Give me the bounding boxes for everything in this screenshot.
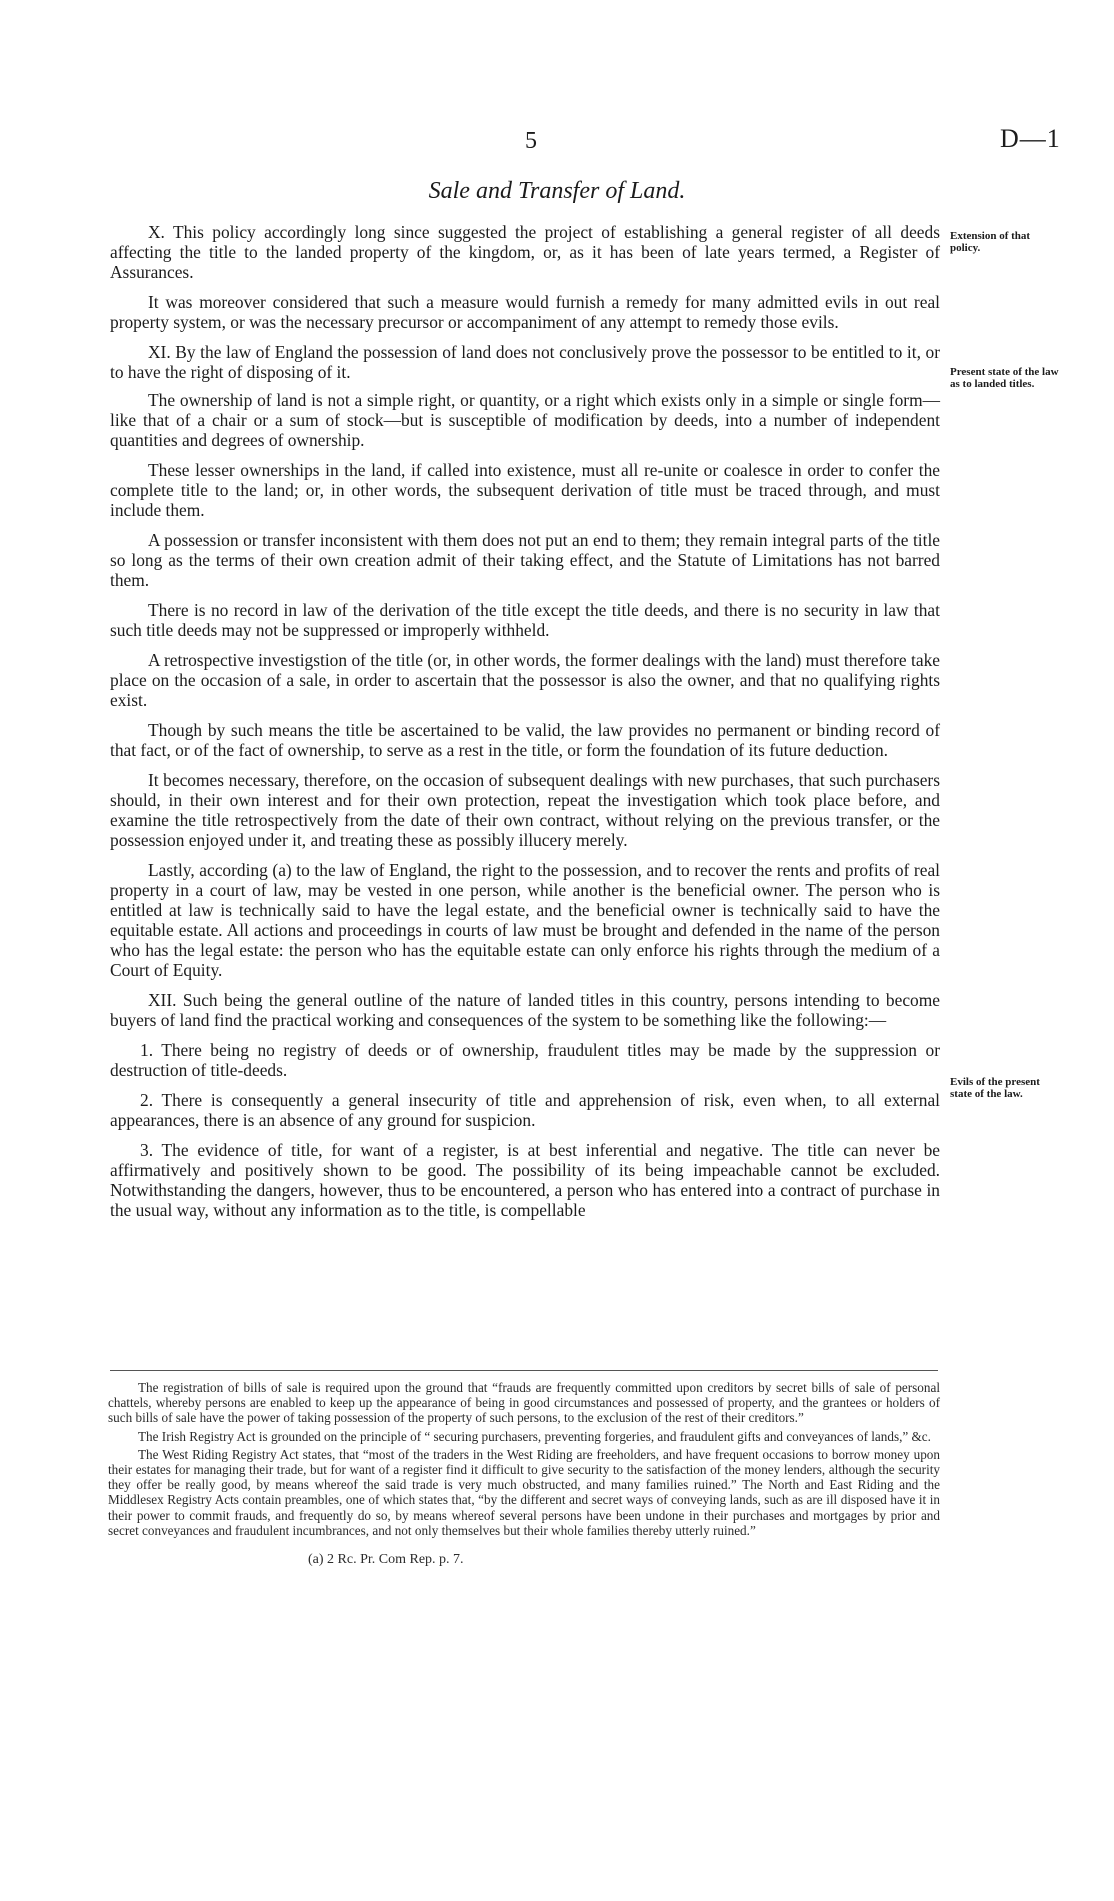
reference-note: (a) 2 Rc. Pr. Com Rep. p. 7. bbox=[308, 1552, 464, 1568]
footnote: The registration of bills of sale is required upon the ground that “frauds are frequently committed upon creditors by secret bills of sale of personal chattels, whereby persons are enabled to keep up the appearance of being in good circumstances and possessed of property, and the grantees or holders of such bills of sale have the power of taking possession of the property of such persons, to the exclusion of the rest of their creditors.” bbox=[108, 1380, 940, 1426]
paragraph: Lastly, according (a) to the law of England, the right to the possession, and to recover the rents and profits of real property in a court of law, may be vested in one person, while another is the beneficial owner. The person who is entitled at law is technically said to have the legal estate, and the beneficial owner is technically said to have the equitable estate. All actions and proceedings in courts of law must be brought and defended in the name of the person who has the legal estate: the person who has the equitable estate can only enforce his rights through the medium of a Court of Equity. bbox=[110, 860, 940, 980]
list-item: 1. There being no registry of deeds or of ownership, fraudulent titles may be made by the suppression or destruction of title-deeds. bbox=[110, 1040, 940, 1080]
paragraph: It was moreover considered that such a measure would furnish a remedy for many admitted evils in out real property system, or was the necessary precursor or accompaniment of any attempt to remedy those evils. bbox=[110, 292, 940, 332]
paragraph: There is no record in law of the derivation of the title except the title deeds, and there is no security in law that such title deeds may not be suppressed or improperly withheld. bbox=[110, 600, 940, 640]
paragraph-xii: XII. Such being the general outline of the nature of landed titles in this country, persons intending to become buyers of land find the practical working and consequences of the system to be something like the following:— bbox=[110, 990, 940, 1030]
page-title: Sale and Transfer of Land. bbox=[428, 178, 686, 204]
sheet-code: D—1 bbox=[1000, 124, 1061, 153]
paragraph: Though by such means the title be ascertained to be valid, the law provides no permanent or binding record of that fact, or of the fact of ownership, to serve as a rest in the title, or form the foundation of its future deduction. bbox=[110, 720, 940, 760]
paragraph-xi: XI. By the law of England the possession of land does not conclusively prove the possessor to be entitled to it, or to have the right of disposing of it. bbox=[110, 342, 940, 382]
paragraph-x: X. This policy accordingly long since suggested the project of establishing a general register of all deeds affecting the title to the landed property of the kingdom, or, as it has been of late years termed, a Register of Assurances. bbox=[110, 222, 940, 282]
margin-note-present-state: Present state of the law as to landed titles. bbox=[950, 366, 1059, 390]
footnote: The Irish Registry Act is grounded on the principle of “ securing purchasers, preventing forgeries, and fraudulent gifts and conveyances of lands,” &c. bbox=[138, 1428, 931, 1444]
margin-note-extension: Extension of that policy. bbox=[950, 230, 1031, 254]
footnote: The West Riding Registry Act states, that “most of the traders in the West Riding are freeholders, and have frequent occasions to borrow money upon their estates for managing their trade, but for want of a register find it difficult to give security to the satisfaction of the money lenders, although the security they offer be really good, by means whereof the said trade is very much obstructed, and many families ruined.” The North and East Riding and the Middlesex Registry Acts contain preambles, one of which states that, “by the different and secret ways of conveying lands, such as are ill disposed have it in their power to commit frauds, and frequently do so, by means whereof several persons have been undone in their purchases and mortgages by prior and secret conveyances and fraudulent incumbrances, and not only themselves but their whole families thereby utterly ruined.” bbox=[108, 1446, 940, 1538]
paragraph: These lesser ownerships in the land, if called into existence, must all re-unite or coalesce in order to confer the complete title to the land; or, in other words, the subsequent derivation of title must be traced through, and must include them. bbox=[110, 460, 940, 520]
list-item: 3. The evidence of title, for want of a register, is at best inferential and negative. The title can never be affirmatively and positively shown to be good. The possibility of its being impeachable cannot be excluded. Notwithstanding the dangers, however, thus to be encountered, a person who has entered into a contract of purchase in the usual way, without any information as to the title, is compellable bbox=[110, 1140, 940, 1220]
paragraph: A possession or transfer inconsistent with them does not put an end to them; they remain integral parts of the title so long as the terms of their own creation admit of their taking effect, and the Statute of Limitations has not barred them. bbox=[110, 530, 940, 590]
footnotes bbox=[108, 1380, 940, 1570]
paragraph: It becomes necessary, therefore, on the occasion of subsequent dealings with new purchases, that such purchasers should, in their own interest and for their own protection, repeat the investigation which took place before, and examine the title retrospectively from the date of their own contract, without relying on the previous transfer, or the possession enjoyed under it, and treating these as possibly illucery merely. bbox=[110, 770, 940, 850]
page-number: 5 bbox=[525, 128, 537, 154]
list-item: 2. There is consequently a general insecurity of title and apprehension of risk, even when, to all external appearances, there is an absence of any ground for suspicion. bbox=[110, 1090, 940, 1130]
paragraph: The ownership of land is not a simple right, or quantity, or a right which exists only in a simple or single form—like that of a chair or a sum of stock—but is susceptible of modification by deeds, into a number of independent quantities and degrees of ownership. bbox=[110, 390, 940, 450]
footnote-divider bbox=[110, 1370, 938, 1371]
paragraph: A retrospective investigstion of the title (or, in other words, the former dealings with the land) must therefore take place on the occasion of a sale, in order to ascertain that the possessor is also the owner, and that no qualifying rights exist. bbox=[110, 650, 940, 710]
body-text bbox=[110, 222, 940, 1230]
margin-note-evils: Evils of the present state of the law. bbox=[950, 1076, 1040, 1100]
